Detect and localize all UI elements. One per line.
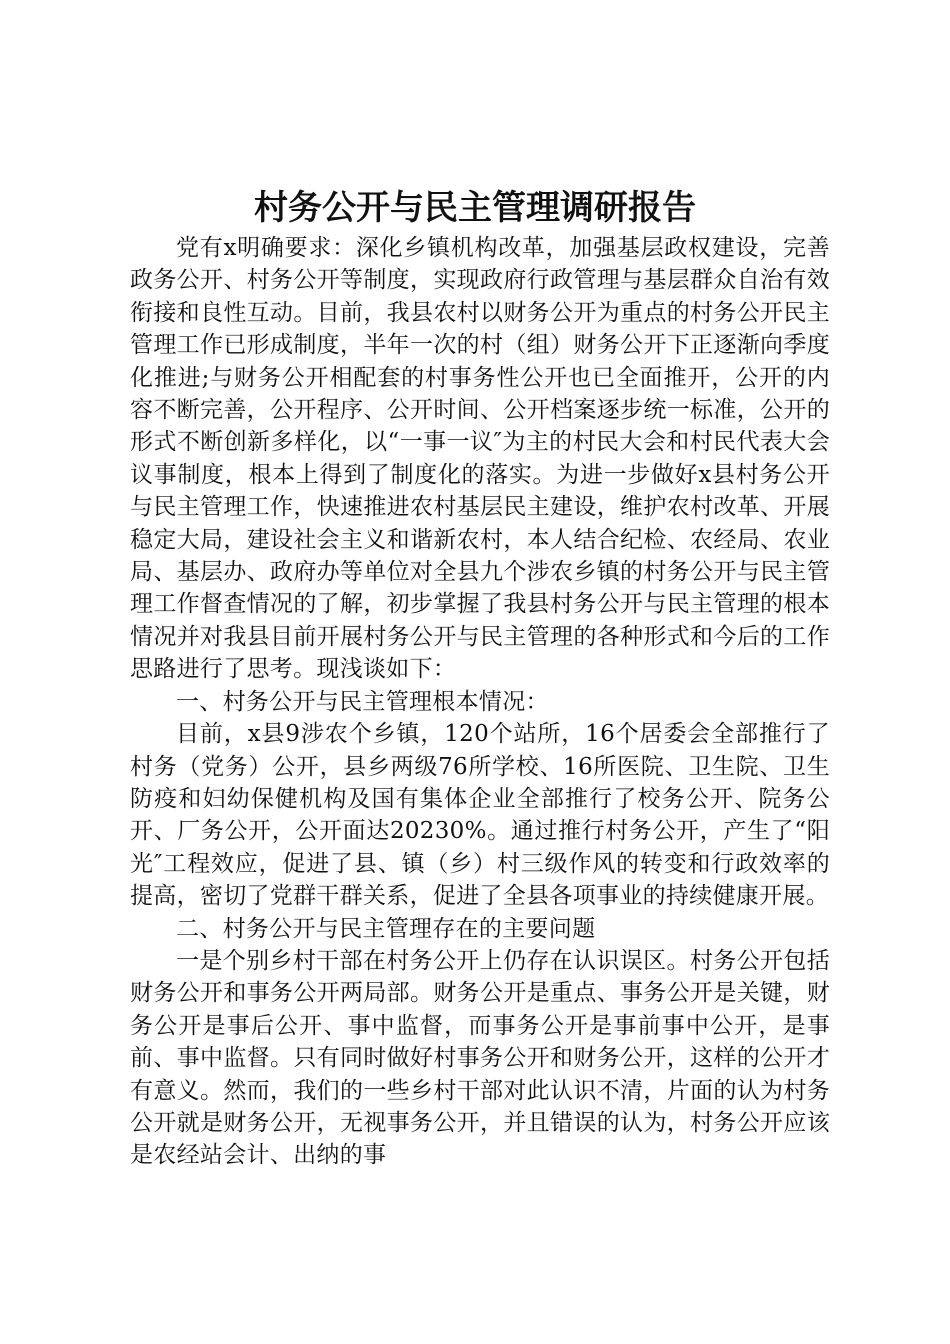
paragraph-intro: 党有x明确要求：深化乡镇机构改革，加强基层政权建设，完善政务公开、村务公开等制度，实现政府行政管理与基层群众自治有效衔接和良性互动。目前，我县农村以财务公开为重点的村务公开民主管理工作已形成制度，半年一次的村（组）财务公开下正逐渐向季度化推进;与财务公开相配套的村事务性公开也已全面推开，公开的内容不断完善，公开程序、公开时间、公开档案逐步统一标准，公开的形式不断创新多样化，以“一事一议″为主的村民大会和村民代表大会议事制度，根本上得到了制度化的落实。为进一步做好x县村务公开与民主管理工作，快速推进农村基层民主建设，维护农村改革、开展稳定大局，建设社会主义和谐新农村，本人结合纪检、农经局、农业局、基层办、政府办等单位对全县九个涉农乡镇的村务公开与民主管理工作督查情况的了解，初步掌握了我县村务公开与民主管理的根本情况并对我县目前开展村务公开与民主管理的各种形式和今后的工作思路进行了思考。现浅谈如下： [130, 235, 830, 683]
document-title: 村务公开与民主管理调研报告 [254, 188, 696, 228]
section-heading-2: 二、村务公开与民主管理存在的主要问题 [176, 915, 596, 942]
paragraph-section-1: 目前，x县9涉农个乡镇，120个站所，16个居委会全部推行了村务（党务）公开，县乡两级76所学校、16所医院、卫生院、卫生防疫和妇幼保健机构及国有集体企业全部推行了校务公开、院务公开、厂务公开，公开面达20230%。通过推行村务公开，产生了“阳光″工程效应，促进了县、镇（乡）村三级作风的转变和行政效率的提高，密切了党群干群关系，促进了全县各项事业的持续健康开展。 [130, 721, 830, 910]
paragraph-section-2: 一是个别乡村干部在村务公开上仍存在认识误区。村务公开包括财务公开和事务公开两局部。财务公开是重点、事务公开是关键，财务公开是事后公开、事中监督，而事务公开是事前事中公开，是事前、事中监督。只有同时做好村事务公开和财务公开，这样的公开才有意义。然而，我们的一些乡村干部对此认识不清，片面的认为村务公开就是财务公开，无视事务公开，并且错误的认为，村务公开应该是农经站会计、出纳的事 [130, 947, 830, 1169]
section-heading-1: 一、村务公开与民主管理根本情况： [176, 688, 549, 715]
document-body [130, 232, 830, 1172]
